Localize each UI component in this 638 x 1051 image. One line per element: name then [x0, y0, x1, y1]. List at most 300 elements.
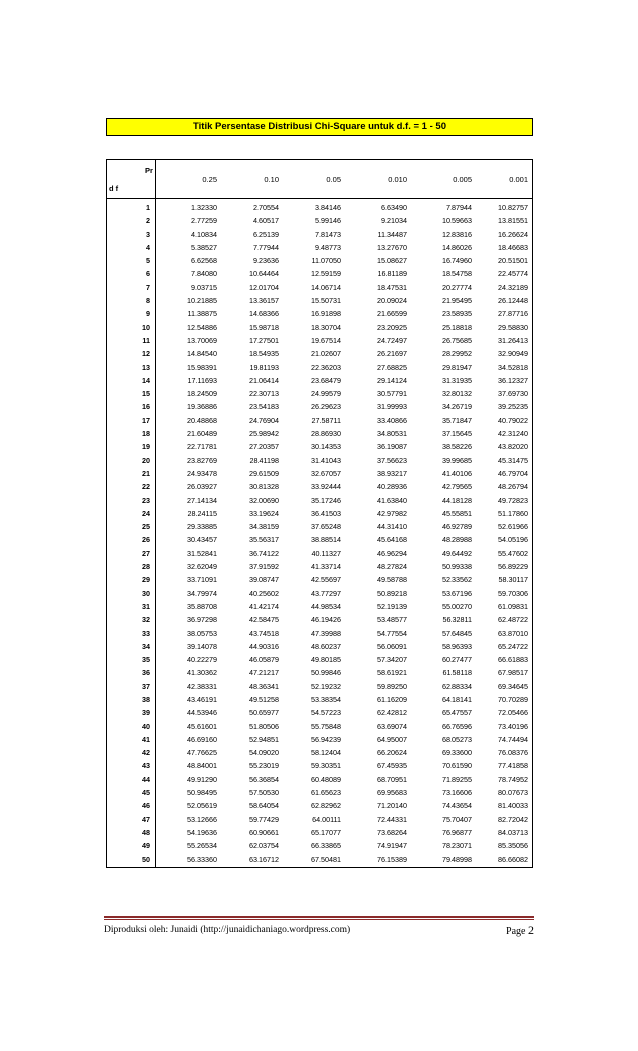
df-cell: 32 [142, 615, 150, 625]
footer-credit: Diproduksi oleh: Junaidi (http://junaidichaniago.wordpress.com) [104, 925, 351, 935]
value-cell: 29.61509 [249, 468, 279, 478]
value-cell: 18.47531 [377, 282, 407, 292]
value-cell: 23.82769 [187, 455, 217, 465]
value-cell: 77.41858 [498, 761, 528, 771]
df-cell: 31 [142, 601, 150, 611]
value-cell: 56.36854 [249, 774, 279, 784]
col-header-3: 0.05 [326, 175, 341, 184]
value-cell: 54.09020 [249, 748, 279, 758]
df-cell: 9 [146, 309, 150, 319]
table-row [107, 254, 532, 267]
value-cell: 58.30117 [498, 575, 528, 585]
value-cell: 40.11327 [311, 548, 341, 558]
value-cell: 68.05273 [442, 734, 472, 744]
df-cell: 16 [142, 402, 150, 412]
value-cell: 74.91947 [377, 841, 407, 851]
table-row [107, 294, 532, 307]
table-row [107, 853, 532, 866]
value-cell: 59.89250 [377, 681, 407, 691]
value-cell: 4.10834 [191, 229, 217, 239]
value-cell: 18.30704 [311, 322, 341, 332]
value-cell: 80.07673 [498, 788, 528, 798]
value-cell: 42.58475 [249, 615, 279, 625]
value-cell: 24.32189 [498, 282, 528, 292]
table-row [107, 440, 532, 453]
value-cell: 36.19087 [377, 442, 407, 452]
value-cell: 52.94851 [249, 734, 279, 744]
table-row [107, 228, 532, 241]
value-cell: 61.16209 [377, 694, 407, 704]
col-header-6: 0.001 [509, 175, 528, 184]
value-cell: 39.99685 [442, 455, 472, 465]
footer-rule-thin [104, 919, 534, 920]
value-cell: 63.69074 [377, 721, 407, 731]
table-title: Titik Persentase Distribusi Chi-Square untuk d.f. = 1 - 50 [106, 118, 533, 136]
value-cell: 55.23019 [249, 761, 279, 771]
value-cell: 34.38159 [249, 522, 279, 532]
value-cell: 48.27824 [377, 562, 407, 572]
value-cell: 36.41503 [311, 508, 341, 518]
value-cell: 51.17860 [498, 508, 528, 518]
value-cell: 23.20925 [377, 322, 407, 332]
value-cell: 16.91898 [311, 309, 341, 319]
value-cell: 19.36886 [187, 402, 217, 412]
value-cell: 86.66082 [498, 854, 528, 864]
value-cell: 70.70289 [498, 694, 528, 704]
col-header-2: 0.10 [264, 175, 279, 184]
value-cell: 64.95007 [377, 734, 407, 744]
value-cell: 22.45774 [498, 269, 528, 279]
value-cell: 56.33360 [187, 854, 217, 864]
value-cell: 65.24722 [498, 641, 528, 651]
value-cell: 28.24115 [187, 508, 217, 518]
value-cell: 40.22279 [187, 655, 217, 665]
df-cell: 43 [142, 761, 150, 771]
df-cell: 50 [142, 854, 150, 864]
value-cell: 20.48868 [187, 415, 217, 425]
value-cell: 54.57223 [311, 708, 341, 718]
value-cell: 44.98534 [311, 601, 341, 611]
value-cell: 31.26413 [498, 335, 528, 345]
value-cell: 60.90661 [249, 827, 279, 837]
page-number-value: 2 [528, 923, 534, 937]
value-cell: 41.63840 [377, 495, 407, 505]
value-cell: 66.20624 [377, 748, 407, 758]
value-cell: 75.70407 [442, 814, 472, 824]
value-cell: 31.41043 [311, 455, 341, 465]
value-cell: 26.29623 [311, 402, 341, 412]
table-row [107, 467, 532, 480]
value-cell: 36.74122 [249, 548, 279, 558]
value-cell: 72.44331 [377, 814, 407, 824]
value-cell: 64.18141 [442, 694, 472, 704]
df-cell: 15 [142, 389, 150, 399]
table-row [107, 361, 532, 374]
value-cell: 43.46191 [187, 694, 217, 704]
value-cell: 28.41198 [249, 455, 279, 465]
value-cell: 13.36157 [249, 296, 279, 306]
value-cell: 35.17246 [311, 495, 341, 505]
value-cell: 63.16712 [249, 854, 279, 864]
value-cell: 22.30713 [249, 389, 279, 399]
value-cell: 49.58788 [377, 575, 407, 585]
value-cell: 30.57791 [377, 389, 407, 399]
value-cell: 73.68264 [377, 827, 407, 837]
value-cell: 24.76904 [249, 415, 279, 425]
value-cell: 18.24509 [187, 389, 217, 399]
value-cell: 7.81473 [315, 229, 341, 239]
value-cell: 44.90316 [249, 641, 279, 651]
value-cell: 25.18818 [442, 322, 472, 332]
value-cell: 48.60237 [311, 641, 341, 651]
value-cell: 62.48722 [498, 615, 528, 625]
df-cell: 29 [142, 575, 150, 585]
value-cell: 50.65977 [249, 708, 279, 718]
table-row [107, 746, 532, 759]
df-cell: 26 [142, 535, 150, 545]
chi-square-table [106, 159, 533, 868]
value-cell: 27.20357 [249, 442, 279, 452]
df-cell: 20 [142, 455, 150, 465]
value-cell: 56.32811 [442, 615, 472, 625]
value-cell: 55.26534 [187, 841, 217, 851]
value-cell: 58.96393 [442, 641, 472, 651]
value-cell: 23.68479 [311, 375, 341, 385]
df-cell: 27 [142, 548, 150, 558]
table-row [107, 334, 532, 347]
value-cell: 46.19426 [311, 615, 341, 625]
df-cell: 14 [142, 375, 150, 385]
value-cell: 32.90949 [498, 349, 528, 359]
value-cell: 20.27774 [442, 282, 472, 292]
value-cell: 46.05879 [249, 655, 279, 665]
value-cell: 38.93217 [377, 468, 407, 478]
value-cell: 67.45935 [377, 761, 407, 771]
value-cell: 26.12448 [498, 296, 528, 306]
table-row [107, 706, 532, 719]
value-cell: 2.77259 [191, 216, 217, 226]
value-cell: 41.40106 [442, 468, 472, 478]
table-row [107, 786, 532, 799]
value-cell: 44.18128 [442, 495, 472, 505]
value-cell: 28.86930 [311, 429, 341, 439]
value-cell: 4.60517 [253, 216, 279, 226]
value-cell: 71.89255 [442, 774, 472, 784]
value-cell: 23.58935 [442, 309, 472, 319]
value-cell: 35.56317 [249, 535, 279, 545]
df-cell: 39 [142, 708, 150, 718]
value-cell: 42.55697 [311, 575, 341, 585]
value-cell: 70.61590 [442, 761, 472, 771]
value-cell: 62.82962 [311, 801, 341, 811]
value-cell: 45.55851 [442, 508, 472, 518]
value-cell: 23.54183 [249, 402, 279, 412]
page-number [506, 923, 534, 938]
df-cell: 22 [142, 482, 150, 492]
value-cell: 12.54886 [187, 322, 217, 332]
table-row [107, 281, 532, 294]
value-cell: 47.76625 [187, 748, 217, 758]
value-cell: 76.15389 [377, 854, 407, 864]
value-cell: 37.15645 [442, 429, 472, 439]
table-header [107, 160, 532, 199]
value-cell: 71.20140 [377, 801, 407, 811]
table-row [107, 680, 532, 693]
value-cell: 58.12404 [311, 748, 341, 758]
value-cell: 18.46683 [498, 242, 528, 252]
df-cell: 2 [146, 216, 150, 226]
df-label: d f [109, 184, 119, 193]
df-cell: 44 [142, 774, 150, 784]
value-cell: 3.84146 [315, 203, 341, 212]
value-cell: 17.11693 [187, 375, 217, 385]
value-cell: 67.98517 [498, 668, 528, 678]
table-row [107, 520, 532, 533]
value-cell: 37.91592 [249, 562, 279, 572]
df-cell: 37 [142, 681, 150, 691]
value-cell: 41.33714 [311, 562, 341, 572]
value-cell: 39.14078 [187, 641, 217, 651]
value-cell: 16.26624 [498, 229, 528, 239]
value-cell: 62.88334 [442, 681, 472, 691]
df-cell: 10 [142, 322, 150, 332]
value-cell: 10.64464 [249, 269, 279, 279]
value-cell: 48.26794 [498, 482, 528, 492]
value-cell: 15.08627 [377, 256, 407, 266]
table-row [107, 400, 532, 413]
value-cell: 11.38875 [187, 309, 217, 319]
table-row [107, 414, 532, 427]
table-row [107, 201, 532, 214]
value-cell: 29.14124 [377, 375, 407, 385]
table-row [107, 573, 532, 586]
value-cell: 82.72042 [498, 814, 528, 824]
value-cell: 28.29952 [442, 349, 472, 359]
value-cell: 85.35056 [498, 841, 528, 851]
df-cell: 38 [142, 694, 150, 704]
table-row [107, 347, 532, 360]
value-cell: 38.88514 [311, 535, 341, 545]
value-cell: 52.19139 [377, 601, 407, 611]
table-row [107, 321, 532, 334]
value-cell: 41.42174 [249, 601, 279, 611]
table-row [107, 533, 532, 546]
df-cell: 1 [146, 203, 150, 212]
df-cell: 34 [142, 641, 150, 651]
value-cell: 78.23071 [442, 841, 472, 851]
df-cell: 24 [142, 508, 150, 518]
table-row [107, 720, 532, 733]
value-cell: 45.61601 [187, 721, 217, 731]
df-cell: 17 [142, 415, 150, 425]
value-cell: 76.08376 [498, 748, 528, 758]
value-cell: 42.31240 [498, 429, 528, 439]
value-cell: 84.03713 [498, 827, 528, 837]
value-cell: 30.43457 [187, 535, 217, 545]
value-cell: 20.09024 [377, 296, 407, 306]
value-cell: 6.25139 [253, 229, 279, 239]
value-cell: 53.67196 [442, 588, 472, 598]
value-cell: 40.28936 [377, 482, 407, 492]
value-cell: 59.77429 [249, 814, 279, 824]
value-cell: 55.00270 [442, 601, 472, 611]
value-cell: 40.79022 [498, 415, 528, 425]
value-cell: 69.95683 [377, 788, 407, 798]
value-cell: 21.66599 [377, 309, 407, 319]
value-cell: 25.98942 [249, 429, 279, 439]
df-cell: 12 [142, 349, 150, 359]
value-cell: 9.03715 [191, 282, 217, 292]
table-row [107, 560, 532, 573]
value-cell: 51.80506 [249, 721, 279, 731]
value-cell: 11.07050 [311, 256, 341, 266]
table-row [107, 826, 532, 839]
value-cell: 12.83816 [442, 229, 472, 239]
value-cell: 46.79704 [498, 468, 528, 478]
value-cell: 47.21217 [249, 668, 279, 678]
value-cell: 49.91290 [187, 774, 217, 784]
table-row [107, 839, 532, 852]
value-cell: 38.05753 [187, 628, 217, 638]
value-cell: 30.14353 [311, 442, 341, 452]
value-cell: 44.31410 [377, 522, 407, 532]
value-cell: 40.25602 [249, 588, 279, 598]
value-cell: 53.48577 [377, 615, 407, 625]
value-cell: 7.84080 [191, 269, 217, 279]
value-cell: 31.31935 [442, 375, 472, 385]
pr-label: Pr [145, 166, 153, 175]
table-row [107, 494, 532, 507]
value-cell: 21.06414 [249, 375, 279, 385]
value-cell: 69.34645 [498, 681, 528, 691]
col-header-1: 0.25 [202, 175, 217, 184]
table-row [107, 733, 532, 746]
value-cell: 36.97298 [187, 615, 217, 625]
page-label: Page [506, 926, 526, 937]
value-cell: 9.23636 [253, 256, 279, 266]
value-cell: 11.34487 [377, 229, 407, 239]
value-cell: 57.34207 [377, 655, 407, 665]
value-cell: 27.58711 [311, 415, 341, 425]
value-cell: 64.00111 [312, 814, 341, 824]
value-cell: 62.03754 [249, 841, 279, 851]
value-cell: 61.65623 [311, 788, 341, 798]
table-row [107, 627, 532, 640]
table-row [107, 454, 532, 467]
value-cell: 14.84540 [187, 349, 217, 359]
value-cell: 10.21885 [187, 296, 217, 306]
value-cell: 46.92789 [442, 522, 472, 532]
value-cell: 31.52841 [187, 548, 217, 558]
value-cell: 81.40033 [498, 801, 528, 811]
df-cell: 42 [142, 748, 150, 758]
value-cell: 33.92444 [311, 482, 341, 492]
table-row [107, 374, 532, 387]
value-cell: 48.84001 [187, 761, 217, 771]
value-cell: 24.99579 [311, 389, 341, 399]
value-cell: 37.65248 [311, 522, 341, 532]
value-cell: 47.39988 [311, 628, 341, 638]
df-cell: 19 [142, 442, 150, 452]
value-cell: 9.21034 [381, 216, 407, 226]
value-cell: 54.77554 [377, 628, 407, 638]
value-cell: 10.82757 [498, 203, 528, 212]
value-cell: 15.98391 [187, 362, 217, 372]
value-cell: 10.59663 [442, 216, 472, 226]
value-cell: 21.60489 [187, 429, 217, 439]
value-cell: 79.48998 [442, 854, 472, 864]
value-cell: 53.12666 [187, 814, 217, 824]
value-cell: 13.81551 [498, 216, 528, 226]
value-cell: 22.71781 [187, 442, 217, 452]
value-cell: 74.74494 [498, 734, 528, 744]
table-body [107, 199, 532, 867]
value-cell: 49.64492 [442, 548, 472, 558]
value-cell: 14.86026 [442, 242, 472, 252]
value-cell: 34.80531 [377, 429, 407, 439]
value-cell: 63.87010 [498, 628, 528, 638]
value-cell: 65.17077 [311, 827, 341, 837]
value-cell: 56.89229 [498, 562, 528, 572]
value-cell: 22.36203 [311, 362, 341, 372]
value-cell: 48.28988 [442, 535, 472, 545]
value-cell: 49.80185 [311, 655, 341, 665]
value-cell: 37.56623 [377, 455, 407, 465]
value-cell: 56.94239 [311, 734, 341, 744]
df-cell: 25 [142, 522, 150, 532]
df-cell: 28 [142, 562, 150, 572]
df-cell: 7 [146, 282, 150, 292]
df-cell: 48 [142, 827, 150, 837]
value-cell: 53.38354 [311, 694, 341, 704]
value-cell: 52.05619 [187, 801, 217, 811]
value-cell: 33.19624 [249, 508, 279, 518]
table-row [107, 666, 532, 679]
value-cell: 1.32330 [191, 203, 217, 212]
df-cell: 35 [142, 655, 150, 665]
value-cell: 58.61921 [377, 668, 407, 678]
df-cell: 8 [146, 296, 150, 306]
value-cell: 18.54758 [442, 269, 472, 279]
value-cell: 72.05466 [498, 708, 528, 718]
value-cell: 49.72823 [498, 495, 528, 505]
value-cell: 56.06091 [377, 641, 407, 651]
df-cell: 4 [146, 242, 150, 252]
value-cell: 62.42812 [377, 708, 407, 718]
value-cell: 43.82020 [498, 442, 528, 452]
value-cell: 36.12327 [498, 375, 528, 385]
col-header-5: 0.005 [453, 175, 472, 184]
value-cell: 27.87716 [498, 309, 528, 319]
df-cell: 3 [146, 229, 150, 239]
value-cell: 13.70069 [187, 335, 217, 345]
df-cell: 47 [142, 814, 150, 824]
value-cell: 7.77944 [253, 242, 279, 252]
value-cell: 34.79974 [187, 588, 217, 598]
value-cell: 16.81189 [377, 269, 407, 279]
value-cell: 16.74960 [442, 256, 472, 266]
value-cell: 39.08747 [249, 575, 279, 585]
value-cell: 31.99993 [377, 402, 407, 412]
table-row [107, 241, 532, 254]
df-cell: 49 [142, 841, 150, 851]
df-cell: 46 [142, 801, 150, 811]
value-cell: 60.48089 [311, 774, 341, 784]
value-cell: 24.93478 [187, 468, 217, 478]
value-cell: 32.62049 [187, 562, 217, 572]
value-cell: 39.25235 [498, 402, 528, 412]
value-cell: 24.72497 [377, 335, 407, 345]
